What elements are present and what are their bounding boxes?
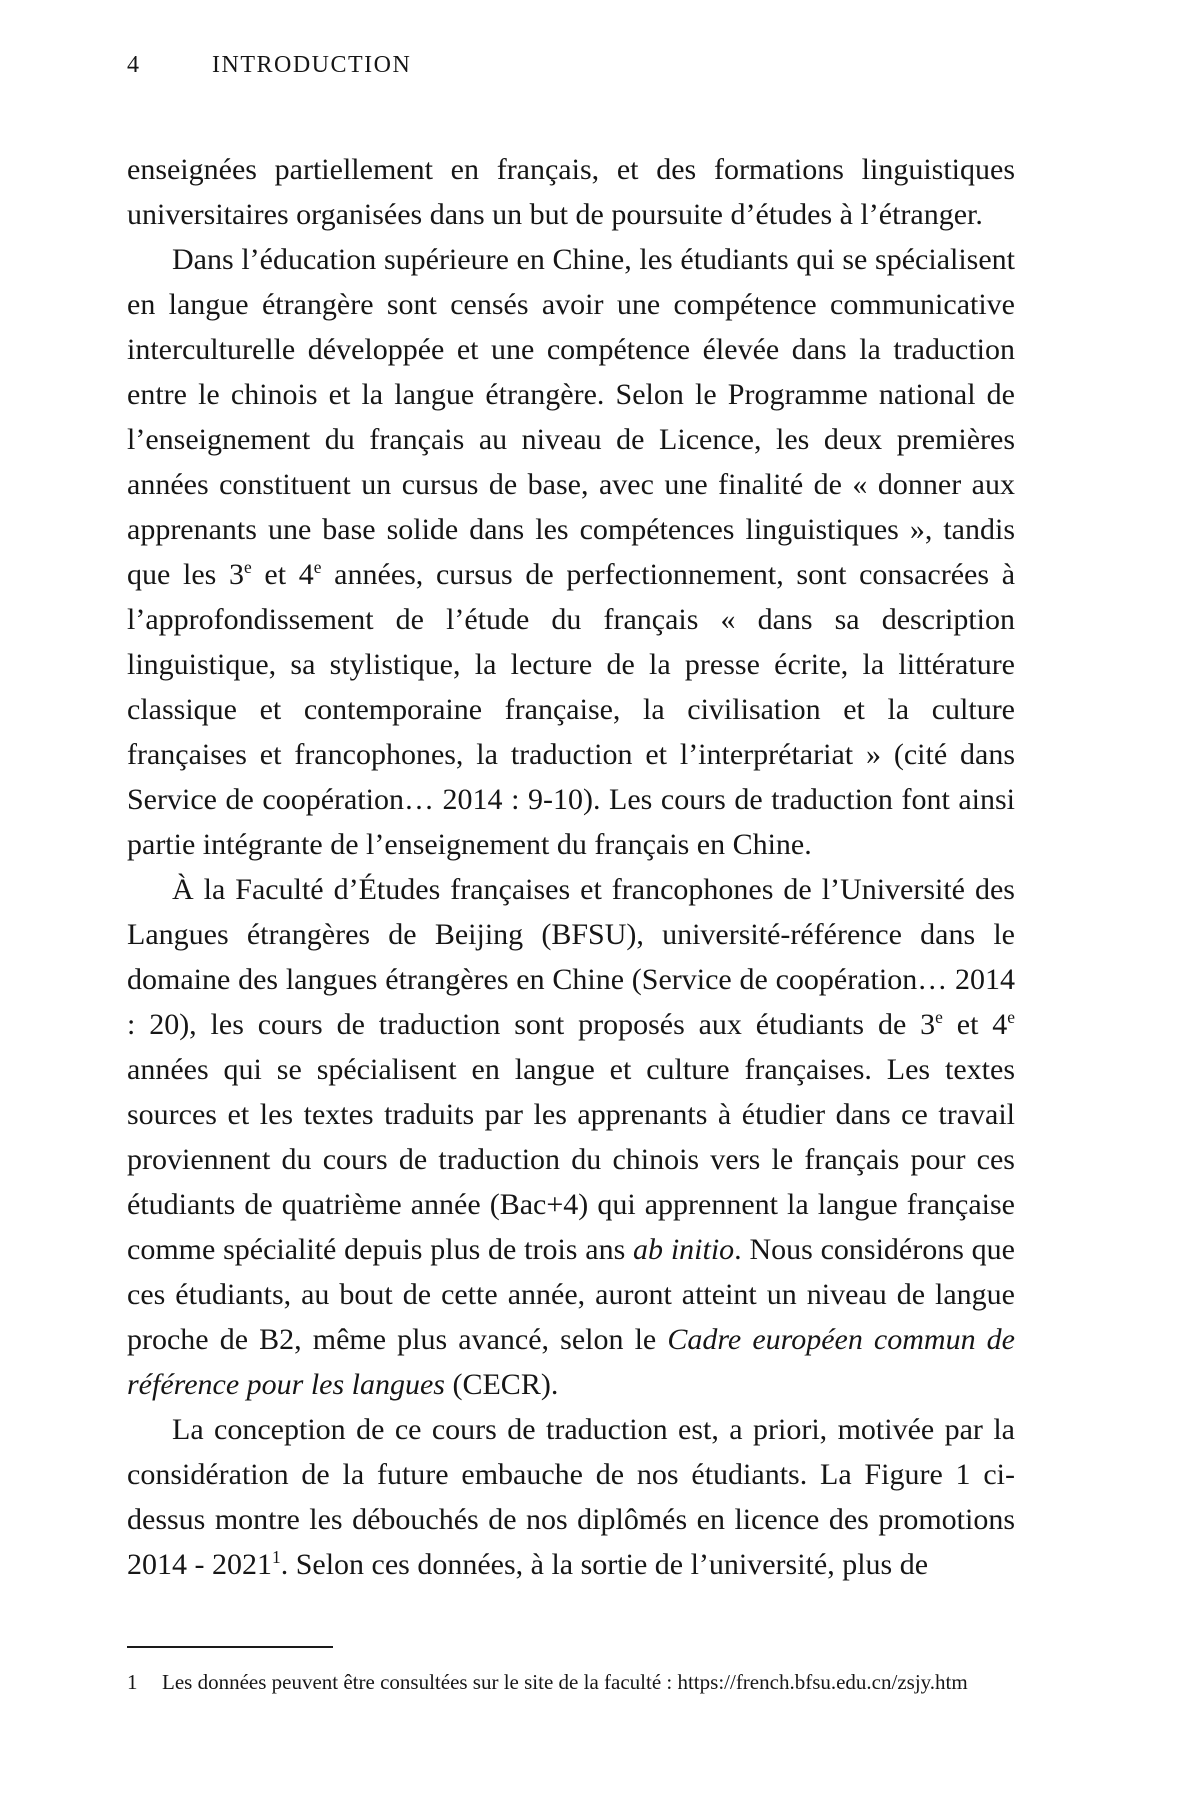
text-run: enseignées partiellement en français, et des formations linguistiques universitaires organisées dans un but de poursuite d’études à l’étranger. [127, 153, 1015, 231]
text-run: La conception de ce cours de traduction est, a priori, motivée par la considération de la future embauche de nos étudiants. La Figure 1 ci-dessus montre les débouchés de nos diplômés en licence des promotions 2014 - 2021 [127, 1413, 1015, 1581]
text-run: années qui se spécialisent en langue et culture françaises. Les textes sources et les textes traduits par les apprenants à étudier dans ce travail proviennent du cours de traduction du chinois vers le français pour ces étudiants de quatrième année (Bac+4) qui apprennent la langue française comme spécialité depuis plus de trois ans [127, 1053, 1015, 1266]
paragraph [127, 867, 1015, 1407]
running-title: INTRODUCTION [212, 52, 412, 78]
paragraph [127, 237, 1015, 867]
page-number: 4 [127, 52, 140, 78]
text-run: . Nous considérons que ces étudiants, au bout de cette année, auront atteint un niveau de langue proche de B2, même plus avancé, selon le [127, 1233, 1015, 1356]
italic-text: Cadre européen commun de référence pour les langues [127, 1323, 1015, 1401]
footnote-text: Les données peuvent être consultées sur le site de la faculté : https://french.bfsu.edu.cn/zsjy.htm [162, 1670, 968, 1694]
text-run: et 4 [942, 1008, 1008, 1041]
text-run: et 4 [251, 558, 314, 591]
text-run: . Selon ces données, à la sortie de l’université, plus de [280, 1548, 929, 1581]
paragraph [127, 147, 1015, 237]
text-run: Dans l’éducation supérieure en Chine, les étudiants qui se spécialisent en langue étrangère sont censés avoir une compétence communicative interculturelle développée et une compétence élevée dans la traduction entre le chinois et la langue étrangère. Selon le Programme national de l’enseignement du français au niveau de Licence, les deux premières années constituent un cursus de base, avec une finalité de « donner aux apprenants une base solide dans les compétences linguistiques », tandis que les 3 [127, 243, 1015, 591]
superscript: 1 [272, 1547, 281, 1567]
footnote [127, 1668, 1057, 1696]
text-run: années, cursus de perfectionnement, sont consacrées à l’approfondissement de l’étude du français « dans sa description linguistique, sa stylistique, la lecture de la presse écrite, la littérature classique et contemporaine française, la civilisation et la culture françaises et francophones, la traduction et l’interprétariat » (cité dans Service de coopération… 2014 : 9-10). Les cours de traduction font ainsi partie intégrante de l’enseignement du français en Chine. [127, 558, 1016, 861]
footnote-divider [127, 1646, 333, 1648]
superscript: e [935, 1007, 943, 1027]
text-run: (CECR). [444, 1368, 559, 1401]
text-run: À la Faculté d’Études françaises et francophones de l’Université des Langues étrangères de Beijing (BFSU), université-référence dans le domaine des langues étrangères en Chine (Service de coopération… 2014 : 20), les cours de traduction sont proposés aux étudiants de 3 [127, 873, 1015, 1041]
superscript: e [1007, 1007, 1015, 1027]
italic-text: ab initio [633, 1233, 735, 1266]
body-text [127, 147, 1015, 1587]
footnote-marker: 1 [127, 1670, 138, 1694]
superscript: e [244, 557, 252, 577]
superscript: e [313, 557, 322, 577]
paragraph [127, 1407, 1015, 1587]
